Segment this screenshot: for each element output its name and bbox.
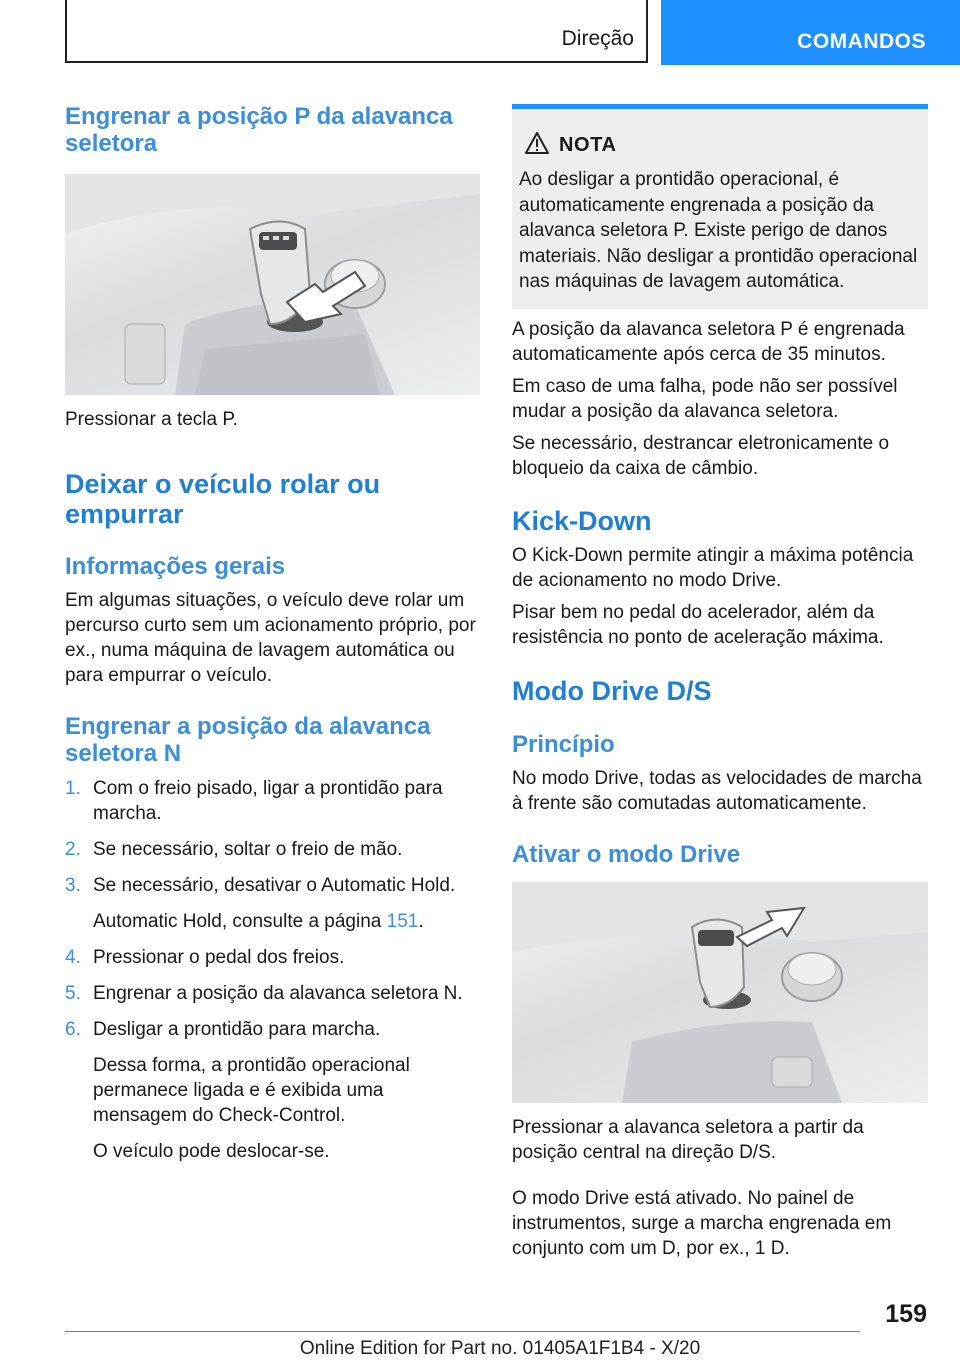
step-item: [65, 776, 480, 826]
header-chapter-label: COMANDOS: [797, 30, 926, 53]
step-subnote-end: .: [418, 911, 424, 932]
activate-drive-text: O modo Drive está ativado. No painel de instrumentos, surge a marcha engrenada em conjunto com um D, por ex., 1 D.: [512, 1188, 892, 1259]
step-text: Engrenar a posição da alavanca seletora N.: [93, 983, 463, 1004]
step-subnote: Dessa forma, a prontidão operacional permanece ligada e é exibida uma mensagem do Check-Control.: [93, 1055, 410, 1126]
header-chapter-tab[interactable]: [661, 0, 960, 65]
heading-general-info: Informações gerais: [65, 553, 286, 580]
header-section-box: [65, 0, 648, 63]
heading-drive-mode: Modo Drive D/S: [512, 676, 712, 706]
page-reference-link[interactable]: 151: [386, 911, 419, 932]
selector-lever-illustration: [65, 174, 480, 395]
step-subnote: O veículo pode deslocar-se.: [93, 1141, 330, 1162]
kick-down-text-1: O Kick-Down permite atingir a máxima potência de acionamento no modo Drive.: [512, 545, 914, 591]
note-box: [512, 104, 928, 309]
step-item: [65, 1017, 480, 1164]
heading-activate-drive: Ativar o modo Drive: [512, 841, 741, 868]
paragraph-unlock: Se necessário, destrancar eletronicamente o bloqueio da caixa de câmbio.: [512, 433, 890, 479]
step-text: Se necessário, desativar o Automatic Hold.: [93, 875, 456, 896]
step-text: Desligar a prontidão para marcha.: [93, 1019, 381, 1040]
figure-caption-drive: Pressionar a alavanca seletora a partir da posição central na direção D/S.: [512, 1117, 864, 1163]
figure-caption-p: Pressionar a tecla P.: [65, 409, 238, 430]
step-item: [65, 837, 480, 862]
page-number: 159: [885, 1300, 927, 1328]
selector-lever-drive-illustration: [512, 882, 928, 1103]
heading-roll-push: Deixar o veículo rolar ou empurrar: [65, 469, 381, 529]
note-text: Ao desligar a prontidão operacional, é automaticamente engrenada a posição da alavanca seletora P. Existe perigo de danos materiais. Não desligar a prontidão operacional nas máquinas de lavagem automática.: [519, 169, 918, 292]
step-item: [65, 945, 480, 970]
paragraph-auto-p: A posição da alavanca seletora P é engrenada automaticamente após cerca de 35 minutos.: [512, 319, 905, 365]
footer-edition: Online Edition for Part no. 01405A1F1B4 - X/20: [299, 1338, 701, 1359]
step-number: 5.: [65, 983, 81, 1004]
paragraph-failure: Em caso de uma falha, pode não ser possível mudar a posição da alavanca seletora.: [512, 376, 898, 422]
steps-list: [65, 776, 480, 1175]
kick-down-text-2: Pisar bem no pedal do acelerador, além da resistência no ponto de aceleração máxima.: [512, 602, 884, 648]
footer-divider: [65, 1331, 860, 1332]
step-number: 2.: [65, 839, 81, 860]
step-subnote: [93, 909, 480, 934]
heading-engage-n: Engrenar a posição da alavanca seletora N: [65, 713, 431, 767]
heading-engage-p: Engrenar a posição P da alavanca seletora: [65, 103, 453, 157]
step-subnote-text: Automatic Hold, consulte a página: [93, 911, 387, 932]
step-number: 1.: [65, 778, 81, 799]
step-item: [65, 873, 480, 934]
figure-selector-lever-drive: [512, 882, 928, 1103]
step-number: 3.: [65, 875, 81, 896]
principle-text: No modo Drive, todas as velocidades de marcha à frente são comutadas automaticamente.: [512, 768, 922, 814]
figure-selector-lever-p-button: [65, 174, 480, 395]
step-text: Se necessário, soltar o freio de mão.: [93, 839, 403, 860]
warning-triangle-icon: [524, 131, 550, 155]
header-section-title: Direção: [561, 27, 634, 50]
note-title: NOTA: [559, 134, 617, 156]
step-item: [65, 981, 480, 1006]
step-number: 4.: [65, 947, 81, 968]
step-text: Com o freio pisado, ligar a prontidão para marcha.: [93, 778, 443, 824]
general-info-text: Em algumas situações, o veículo deve rolar um percurso curto sem um acionamento próprio, por ex., numa máquina de lavagem automática ou para empurrar o veículo.: [65, 590, 476, 686]
heading-principle: Princípio: [512, 731, 615, 758]
step-text: Pressionar o pedal dos freios.: [93, 947, 345, 968]
heading-kick-down: Kick-Down: [512, 506, 652, 536]
step-number: 6.: [65, 1019, 81, 1040]
